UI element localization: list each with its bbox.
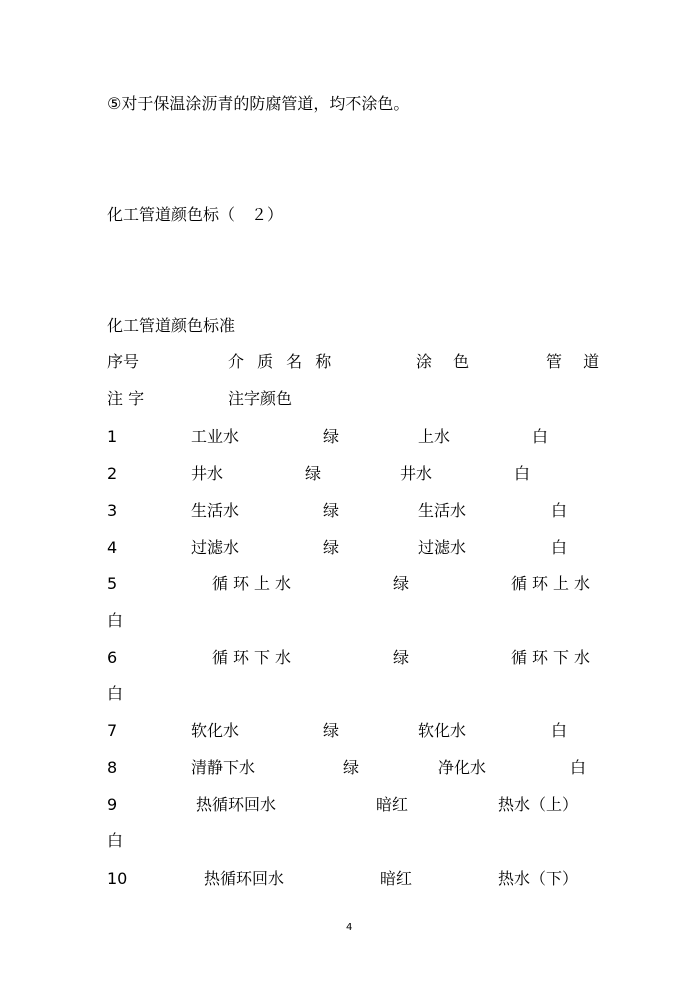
intro-note: ⑤对于保温涂沥青的防腐管道，均不涂色。 [107,94,410,113]
row-1-note-color: 白 [532,427,549,446]
row-2-paint: 绿 [305,464,322,483]
row-8-medium: 清静下水 [191,758,256,777]
row-5-paint: 绿 [393,574,410,593]
row-1-note: 上水 [418,427,451,446]
row-7-medium: 软化水 [191,721,240,740]
row-5-medium: 循环上水 [212,574,297,593]
row-10-paint: 暗红 [380,869,413,888]
row-5-no: 5 [107,574,118,593]
row-8-note-color: 白 [570,758,587,777]
row-10-medium: 热循环回水 [204,869,285,888]
row-9-note: 热水（上） [498,795,579,814]
row-2-note-color: 白 [514,464,531,483]
header-paint: 涂 色 [416,352,478,371]
row-7-no: 7 [107,721,118,740]
row-3-note: 生活水 [418,501,467,520]
header-medium: 介 质 名 称 [228,352,336,371]
header-note: 注 字 [107,389,145,408]
row-2-note: 井水 [400,464,433,483]
row-6-no: 6 [107,648,118,667]
row-9-note-color: 白 [107,831,124,850]
row-8-note: 净化水 [438,758,487,777]
row-2-medium: 井水 [191,464,224,483]
row-7-paint: 绿 [323,721,340,740]
row-4-paint: 绿 [323,538,340,557]
row-3-no: 3 [107,501,118,520]
row-8-no: 8 [107,758,118,777]
row-6-paint: 绿 [393,648,410,667]
row-3-paint: 绿 [323,501,340,520]
row-2-no: 2 [107,464,118,483]
row-1-paint: 绿 [323,427,340,446]
row-5-note: 循环上水 [511,574,596,593]
row-4-medium: 过滤水 [191,538,240,557]
row-10-note: 热水（下） [498,869,579,888]
table-title: 化工管道颜色标准 [107,316,236,335]
row-10-no: 10 [107,869,128,888]
row-6-note-color: 白 [107,684,124,703]
page-number: 4 [346,922,353,933]
row-1-no: 1 [107,427,118,446]
row-6-note: 循环下水 [511,648,596,667]
row-1-medium: 工业水 [191,427,240,446]
row-7-note: 软化水 [418,721,467,740]
row-9-no: 9 [107,795,118,814]
header-note-color: 注字颜色 [228,389,293,408]
header-pipe: 管 道 [546,352,608,371]
row-7-note-color: 白 [551,721,568,740]
section-heading: 化工管道颜色标（ ２） [107,205,284,224]
row-4-no: 4 [107,538,118,557]
row-3-note-color: 白 [551,501,568,520]
row-6-medium: 循环下水 [212,648,297,667]
row-5-note-color: 白 [107,611,124,630]
row-8-paint: 绿 [343,758,360,777]
row-4-note: 过滤水 [418,538,467,557]
header-no: 序号 [107,352,140,371]
row-9-paint: 暗红 [376,795,409,814]
row-9-medium: 热循环回水 [196,795,277,814]
row-4-note-color: 白 [551,538,568,557]
row-3-medium: 生活水 [191,501,240,520]
